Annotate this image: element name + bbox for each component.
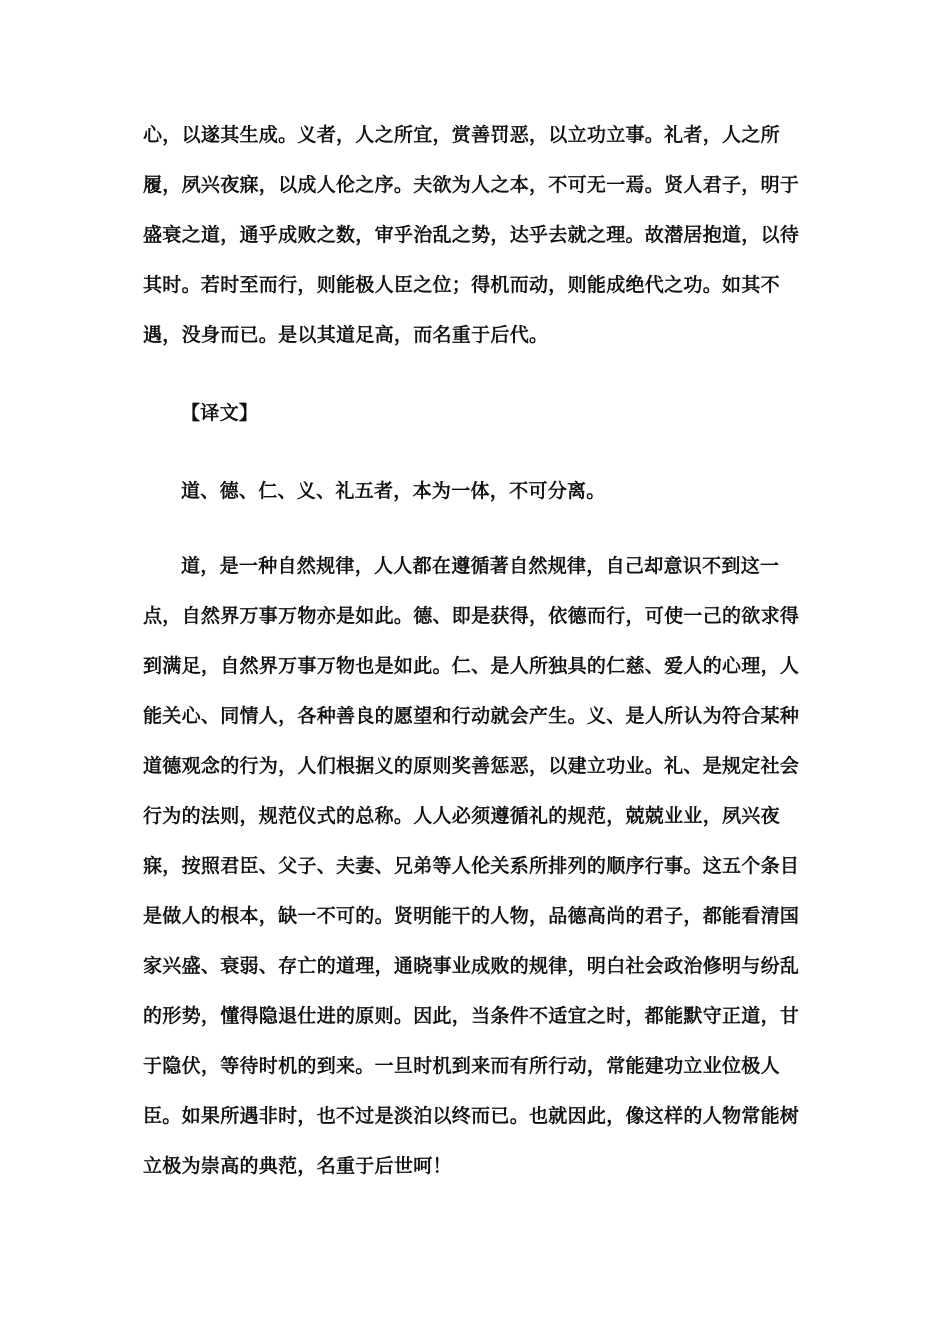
translation-line-6: 行为的法则，规范仪式的总称。人人必须遵循礼的规范，兢兢业业，夙兴夜 xyxy=(143,805,780,827)
original-text-line-2: 履，夙兴夜寐，以成人伦之序。夫欲为人之本，不可无一焉。贤人君子，明于 xyxy=(143,174,800,196)
translation-intro: 道、德、仁、义、礼五者，本为一体，不可分离。 xyxy=(181,480,606,502)
original-text-line-1: 心，以遂其生成。义者，人之所宜，赏善罚恶，以立功立事。礼者，人之所 xyxy=(143,124,780,146)
translation-heading: 【译文】 xyxy=(181,402,259,424)
translation-line-9: 家兴盛、衰弱、存亡的道理，通晓事业成败的规律，明白社会政治修明与纷乱 xyxy=(143,955,800,977)
translation-line-7: 寐，按照君臣、父子、夫妻、兄弟等人伦关系所排列的顺序行事。这五个条目 xyxy=(143,855,800,877)
translation-line-3: 到满足，自然界万事万物也是如此。仁、是人所独具的仁慈、爱人的心理，人 xyxy=(143,655,800,677)
translation-line-11: 于隐伏，等待时机的到来。一旦时机到来而有所行动，常能建功立业位极人 xyxy=(143,1055,780,1077)
translation-line-8: 是做人的根本，缺一不可的。贤明能干的人物，品德高尚的君子，都能看清国 xyxy=(143,905,800,927)
original-text-line-4: 其时。若时至而行，则能极人臣之位；得机而动，则能成绝代之功。如其不 xyxy=(143,274,780,296)
translation-line-2: 点，自然界万事万物亦是如此。德、即是获得，依德而行，可使一己的欲求得 xyxy=(143,605,800,627)
translation-line-10: 的形势，懂得隐退仕进的原则。因此，当条件不适宜之时，都能默守正道，甘 xyxy=(143,1005,800,1027)
original-text-line-3: 盛衰之道，通乎成败之数，审乎治乱之势，达乎去就之理。故潜居抱道，以待 xyxy=(143,224,800,246)
translation-line-4: 能关心、同情人，各种善良的愿望和行动就会产生。义、是人所认为符合某种 xyxy=(143,705,800,727)
translation-line-1: 道，是一种自然规律，人人都在遵循著自然规律，自己却意识不到这一 xyxy=(181,555,780,577)
original-text-line-5: 遇，没身而已。是以其道足高，而名重于后代。 xyxy=(143,324,549,346)
translation-line-13: 立极为崇高的典范，名重于后世呵！ xyxy=(143,1155,452,1177)
translation-line-12: 臣。如果所遇非时，也不过是淡泊以终而已。也就因此，像这样的人物常能树 xyxy=(143,1105,800,1127)
translation-line-5: 道德观念的行为，人们根据义的原则奖善惩恶，以建立功业。礼、是规定社会 xyxy=(143,755,800,777)
